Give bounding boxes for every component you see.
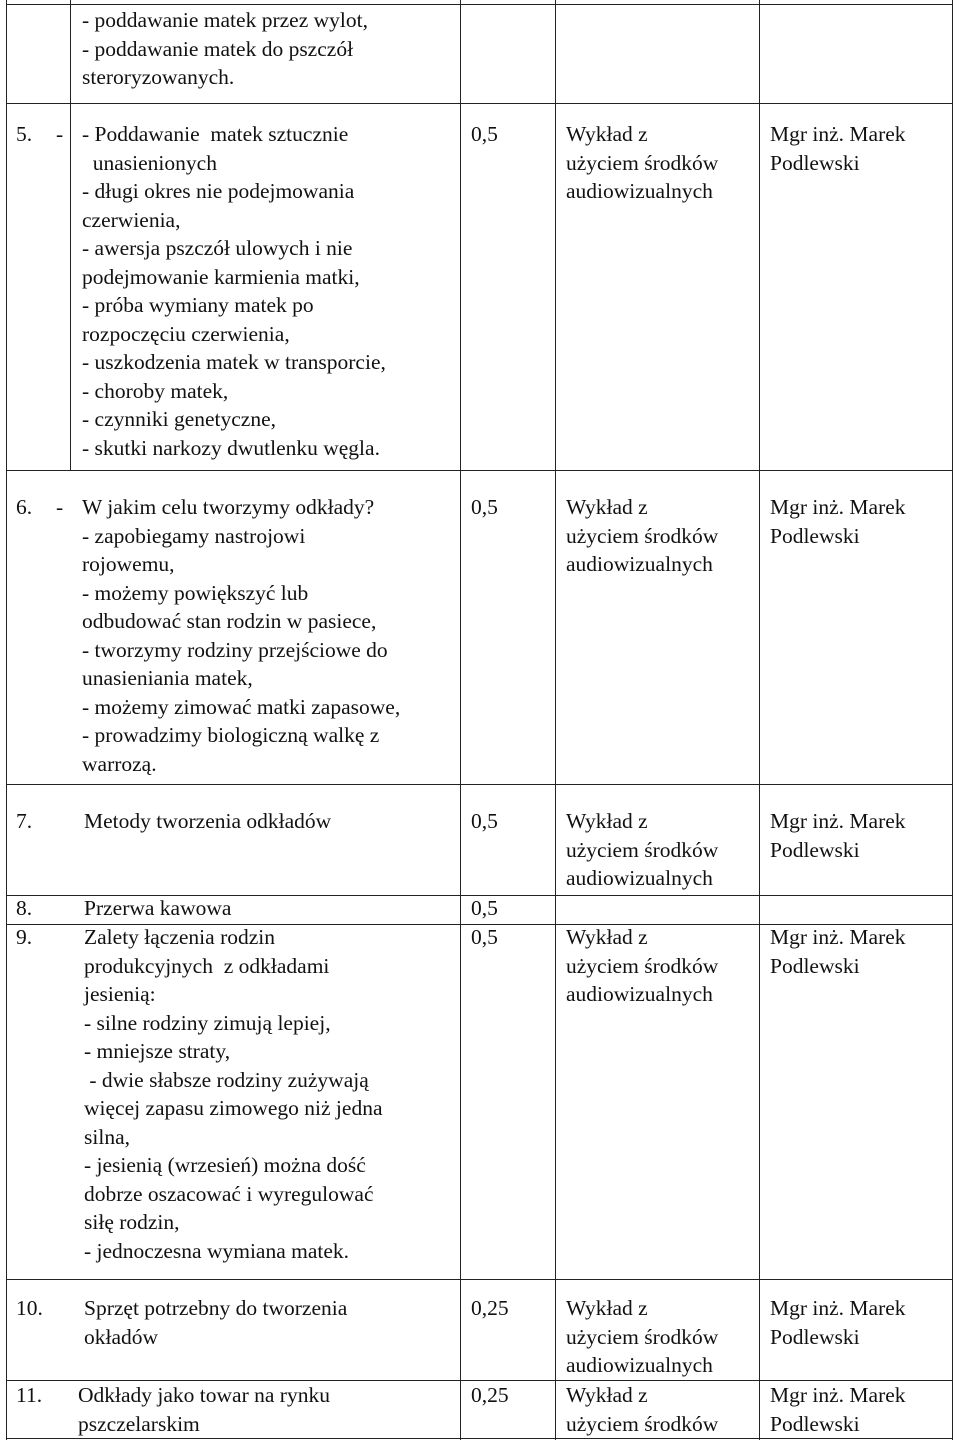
row-content: Metody tworzenia odkładów <box>84 809 332 833</box>
row-method: Wykład z użyciem środków audiowizualnych <box>566 1296 719 1377</box>
row-method: Wykład z użyciem środków audiowizualnych <box>566 925 719 1006</box>
row-content: Przerwa kawowa <box>84 896 232 920</box>
row-content: - Poddawanie matek sztucznie unasienionych - długi okres nie podejmowania czerwienia, - awersja pszczół ulowych i nie podejmowanie karmienia matki, - próba wymiany matek po rozpoczęciu czerwienia, - uszkodzenia matek w transporcie, - choroby matek, - czynniki genetyczne, - skutki narkozy dwutlenku węgla. <box>82 122 386 460</box>
row-divider-7 <box>6 784 953 785</box>
column-divider-hours <box>555 0 556 1440</box>
row-lecturer: Mgr inż. Marek Podlewski <box>770 1296 906 1349</box>
row-method: Wykład z użyciem środków audiowizualnych <box>566 122 719 203</box>
row-divider-10 <box>6 1279 953 1280</box>
row-number: 11. <box>16 1383 43 1407</box>
row-number: 10. <box>16 1296 43 1320</box>
row-hours: 0,5 <box>471 809 498 833</box>
row-content: Zalety łączenia rodzin produkcyjnych z odkładami jesienią: - silne rodziny zimują lepiej, - mniejsze straty, - dwie słabsze rodziny zużywają więcej zapasu zimowego niż jedna silna, - jesienią (wrzesień) można dość dobrze oszacować i wyregulować siłę rodzin, - jednoczesna wymiana matek. <box>84 925 383 1263</box>
row-dash: - <box>56 495 64 519</box>
row-number: 7. <box>16 809 33 833</box>
table-border-top <box>6 4 953 5</box>
row-method: Wykład z użyciem środków <box>566 1383 719 1436</box>
row-number: 9. <box>16 925 33 949</box>
row-hours: 0,25 <box>471 1383 509 1407</box>
row-lecturer: Mgr inż. Marek Podlewski <box>770 122 906 175</box>
row-hours: 0,5 <box>471 925 498 949</box>
table-border-bottom <box>6 1438 953 1439</box>
row-hours: 0,5 <box>471 122 498 146</box>
row-number: 5. <box>16 122 33 146</box>
table-border-left <box>6 0 7 1440</box>
row-divider-6 <box>6 470 953 471</box>
column-divider-num <box>70 0 71 470</box>
row-method: Wykład z użyciem środków audiowizualnych <box>566 809 719 890</box>
row-lecturer: Mgr inż. Marek Podlewski <box>770 1383 906 1436</box>
row-content: W jakim celu tworzymy odkłady? - zapobiegamy nastrojowi rojowemu, - możemy powiększyć lub odbudować stan rodzin w pasiece, - tworzymy rodziny przejściowe do unasieniania matek, - możemy zimować matki zapasowe, - prowadzimy biologiczną walkę z warrozą. <box>82 495 401 776</box>
row-content: - poddawanie matek przez wylot, - poddawanie matek do pszczół steroryzowanych. <box>82 8 368 89</box>
row-dash: - <box>56 122 64 146</box>
row-number: 6. <box>16 495 33 519</box>
column-divider-content <box>460 0 461 1440</box>
row-hours: 0,5 <box>471 896 498 920</box>
row-hours: 0,5 <box>471 495 498 519</box>
row-lecturer: Mgr inż. Marek Podlewski <box>770 809 906 862</box>
column-divider-method <box>759 0 760 1440</box>
row-lecturer: Mgr inż. Marek Podlewski <box>770 495 906 548</box>
row-method: Wykład z użyciem środków audiowizualnych <box>566 495 719 576</box>
row-divider-5 <box>6 103 953 104</box>
row-hours: 0,25 <box>471 1296 509 1320</box>
row-lecturer: Mgr inż. Marek Podlewski <box>770 925 906 978</box>
row-content: Sprzęt potrzebny do tworzenia okładów <box>84 1296 348 1349</box>
table-border-right <box>952 0 953 1440</box>
row-number: 8. <box>16 896 33 920</box>
row-content: Odkłady jako towar na rynku pszczelarskim <box>78 1383 330 1436</box>
